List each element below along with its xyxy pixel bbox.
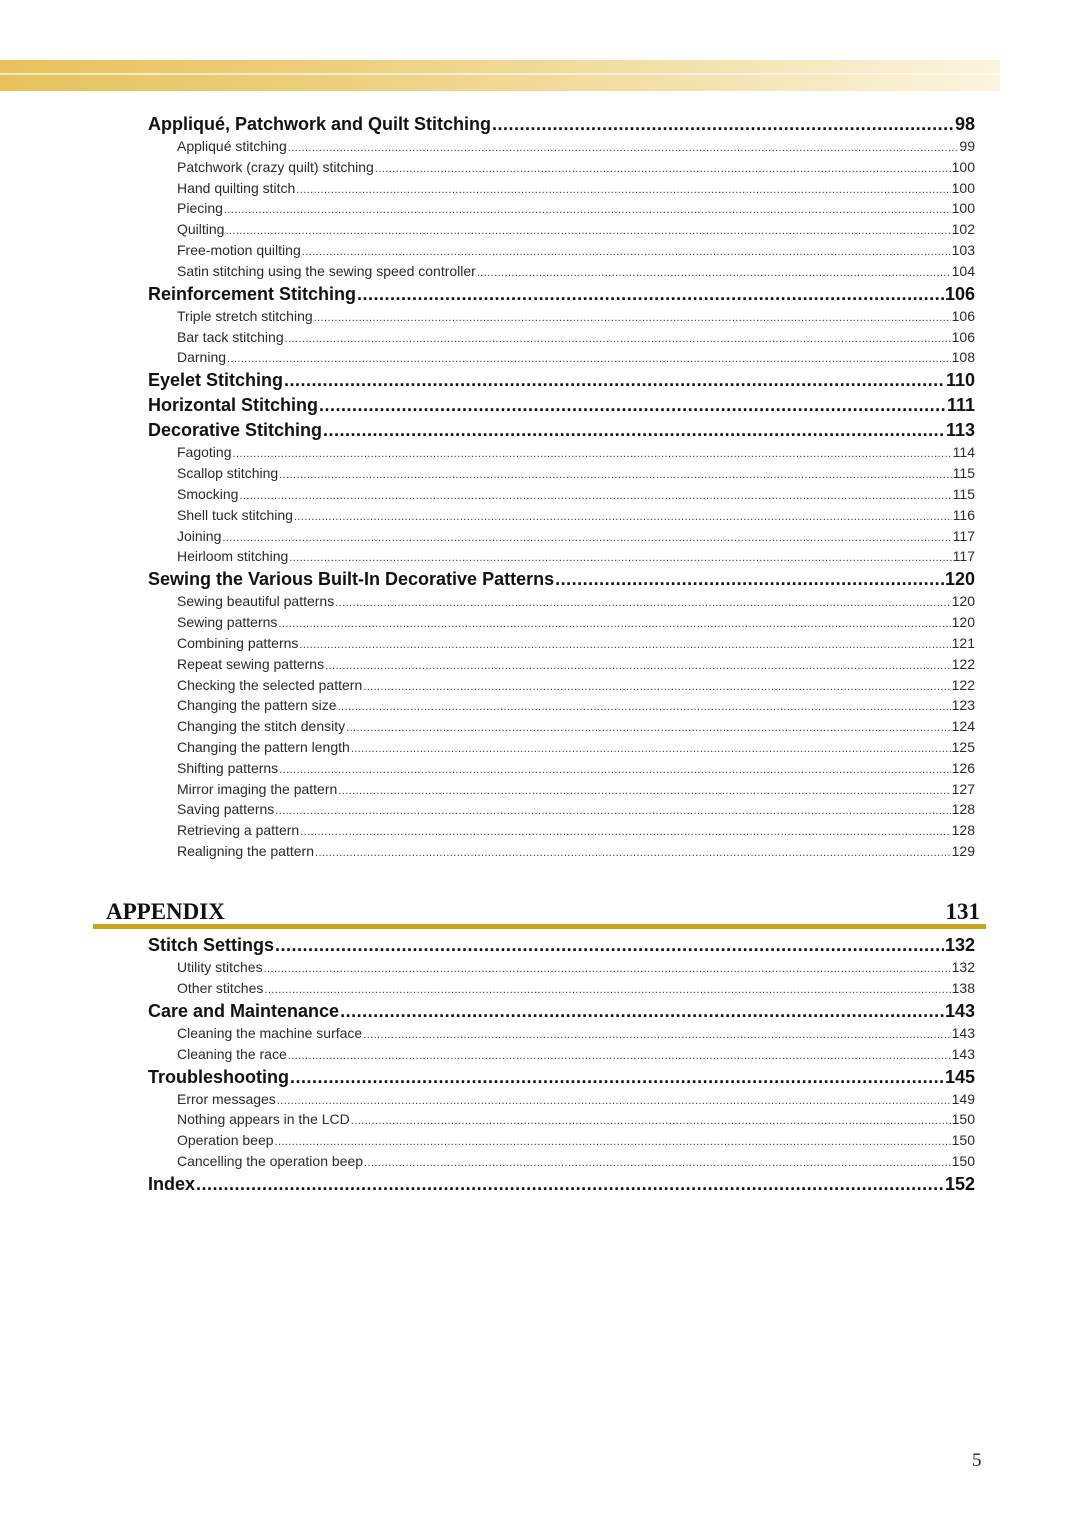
toc-leader-dots: [375, 159, 951, 175]
toc-subsection-entry[interactable]: [177, 781, 975, 797]
toc-entry-page: 122: [951, 655, 975, 672]
toc-entry-page: 100: [951, 200, 975, 217]
toc-subsection-entry[interactable]: [177, 308, 975, 324]
toc-subsection-entry[interactable]: [177, 486, 975, 502]
toc-entry-page: 123: [951, 697, 975, 714]
toc-subsection-entry[interactable]: [177, 801, 975, 817]
toc-subsection-entry[interactable]: [177, 465, 975, 481]
toc-subsection-entry[interactable]: [177, 242, 975, 258]
toc-subsection-entry[interactable]: [177, 677, 975, 693]
toc-subsection-entry[interactable]: [177, 180, 975, 196]
toc-leader-dots: [335, 593, 950, 609]
toc-entry-title: Error messages: [177, 1090, 276, 1107]
toc-subsection-entry[interactable]: [177, 548, 975, 564]
toc-leader-dots: [275, 1132, 951, 1148]
toc-entry-title: Patchwork (crazy quilt) stitching: [177, 158, 374, 175]
toc-section-entry[interactable]: [148, 370, 975, 391]
toc-leader-dots: [338, 697, 951, 713]
toc-section-entry[interactable]: [148, 420, 975, 441]
toc-leader-dots: [363, 677, 950, 693]
toc-entry-title: Care and Maintenance: [148, 1000, 340, 1021]
toc-entry-title: Cleaning the machine surface: [177, 1024, 363, 1041]
toc-leader-dots: [363, 1025, 950, 1041]
toc-subsection-entry[interactable]: [177, 329, 975, 345]
toc-entry-page: 111: [946, 395, 975, 416]
toc-subsection-entry[interactable]: [177, 1025, 975, 1041]
toc-entry-title: Fagoting: [177, 444, 232, 461]
toc-leader-dots: [477, 263, 951, 279]
toc-entry-page: 106: [944, 283, 975, 304]
toc-entry-page: 99: [959, 138, 975, 154]
toc-leader-dots: [279, 465, 952, 481]
toc-subsection-entry[interactable]: [177, 1111, 975, 1127]
toc-leader-dots: [288, 1046, 951, 1062]
toc-entry-title: Combining patterns: [177, 635, 299, 651]
toc-entry-page: 143: [944, 1000, 975, 1021]
toc-leader-dots: [275, 935, 944, 956]
toc-subsection-entry[interactable]: [177, 1046, 975, 1062]
toc-leader-dots: [278, 614, 950, 630]
toc-entry-title: Free-motion quilting: [177, 242, 301, 258]
toc-subsection-entry[interactable]: [177, 822, 975, 838]
toc-subsection-entry[interactable]: [177, 739, 975, 755]
toc-entry-title: Smocking: [177, 486, 239, 502]
toc-entry-title: Mirror imaging the pattern: [177, 780, 338, 797]
toc-entry-title: Retrieving a pattern: [177, 822, 300, 839]
toc-entry-page: 150: [951, 1132, 975, 1149]
toc-leader-dots: [296, 180, 950, 196]
toc-entry-title: Checking the selected pattern: [177, 676, 363, 693]
toc-subsection-entry[interactable]: [177, 159, 975, 175]
toc-entry-title: Index: [148, 1174, 196, 1194]
toc-entry-title: Hand quilting stitch: [177, 179, 296, 196]
toc-subsection-entry[interactable]: [177, 528, 975, 544]
toc-leader-dots: [222, 528, 951, 544]
toc-subsection-entry[interactable]: [177, 1091, 975, 1107]
toc-leader-dots: [289, 548, 951, 564]
toc-section-entry[interactable]: [148, 1067, 975, 1088]
toc-entry-title: Quilting: [177, 221, 225, 238]
toc-entry-title: Reinforcement Stitching: [148, 283, 357, 304]
toc-entry-page: 98: [954, 114, 975, 134]
header-color-band: [0, 60, 1000, 91]
toc-entry-page: 102: [951, 221, 975, 238]
toc-leader-dots: [555, 569, 944, 590]
toc-entry-page: 124: [951, 718, 975, 735]
toc-leader-dots: [364, 1153, 951, 1169]
toc-subsection-entry[interactable]: [177, 507, 975, 523]
toc-subsection-entry[interactable]: [177, 593, 975, 609]
toc-entry-title: Sewing the Various Built-In Decorative Patterns: [148, 569, 555, 590]
toc-entry-page: 143: [951, 1045, 975, 1062]
toc-entry-title: Utility stitches: [177, 959, 263, 975]
toc-leader-dots: [346, 718, 951, 734]
toc-entry-page: 152: [944, 1174, 975, 1194]
toc-entry-page: 120: [944, 569, 975, 590]
toc-section-entry[interactable]: [148, 114, 975, 135]
toc-leader-dots: [319, 395, 946, 416]
toc-entry-page: 117: [952, 527, 975, 544]
toc-entry-page: 100: [951, 179, 975, 196]
toc-entry-title: Piecing: [177, 200, 223, 217]
toc-subsection-entry[interactable]: [177, 444, 975, 460]
toc-entry-title: Realigning the pattern: [177, 843, 314, 859]
toc-leader-dots: [264, 980, 950, 996]
toc-entry-title: Other stitches: [177, 979, 264, 996]
toc-entry-page: 122: [951, 676, 975, 693]
toc-entry-page: 103: [951, 242, 975, 258]
appendix-title: APPENDIX: [106, 899, 225, 924]
toc-leader-dots: [290, 1067, 944, 1088]
appendix-page: 131: [945, 899, 980, 924]
toc-leader-dots: [340, 1001, 944, 1022]
toc-subsection-entry[interactable]: [177, 635, 975, 651]
toc-subsection-entry[interactable]: [177, 1132, 975, 1148]
toc-leader-dots: [239, 486, 951, 502]
toc-leader-dots: [225, 221, 950, 237]
toc-entry-page: 132: [951, 959, 975, 975]
toc-subsection-entry[interactable]: [177, 843, 975, 859]
toc-leader-dots: [227, 349, 951, 365]
toc-entry-title: Saving patterns: [177, 801, 275, 818]
toc-entry-page: 113: [945, 420, 975, 441]
toc-subsection-entry[interactable]: [177, 980, 975, 996]
toc-section-entry[interactable]: [148, 284, 975, 305]
toc-leader-dots: [315, 843, 951, 859]
toc-leader-dots: [323, 420, 945, 441]
toc-subsection-entry[interactable]: [177, 1153, 975, 1169]
toc-section-entry[interactable]: [148, 569, 975, 590]
toc-entry-page: 106: [951, 307, 975, 324]
toc-entry-page: 126: [951, 759, 975, 776]
toc-section-entry[interactable]: [148, 935, 975, 956]
toc-leader-dots: [300, 822, 950, 838]
toc-leader-dots: [302, 242, 951, 258]
toc-entry-page: 115: [952, 465, 975, 482]
toc-leader-dots: [314, 308, 951, 324]
toc-entry-page: 128: [951, 801, 975, 818]
toc-entry-page: 150: [951, 1153, 975, 1169]
toc-leader-dots: [196, 1174, 944, 1195]
toc-entry-page: 121: [951, 635, 975, 651]
toc-entry-title: Changing the pattern size: [177, 697, 337, 714]
toc-leader-dots: [338, 781, 950, 797]
toc-subsection-entry[interactable]: [177, 959, 975, 975]
toc-entry-page: 106: [951, 328, 975, 345]
toc-leader-dots: [285, 329, 951, 345]
toc-entry-title: Joining: [177, 527, 222, 544]
toc-entry-page: 125: [951, 739, 975, 755]
toc-entry-title: Darning: [177, 349, 227, 366]
toc-entry-title: Nothing appears in the LCD: [177, 1111, 350, 1128]
toc-entry-title: Sewing patterns: [177, 614, 278, 631]
toc-entry-page: 114: [952, 444, 975, 461]
toc-entry-title: Scallop stitching: [177, 465, 279, 482]
toc-entry-page: 138: [951, 979, 975, 996]
toc-entry-title: Cleaning the race: [177, 1045, 287, 1062]
appendix-rule: [93, 924, 986, 929]
toc-leader-dots: [299, 635, 950, 651]
toc-entry-page: 104: [951, 262, 975, 279]
toc-entry-page: 143: [951, 1024, 975, 1041]
toc-entry-title: Eyelet Stitching: [148, 370, 284, 391]
toc-entry-title: Shifting patterns: [177, 759, 279, 776]
toc-leader-dots: [351, 1111, 951, 1127]
toc-subsection-entry[interactable]: [177, 718, 975, 734]
toc-leader-dots: [284, 370, 945, 391]
header-band-stripe: [0, 73, 1000, 75]
toc-entry-title: Changing the pattern length: [177, 739, 350, 755]
toc-subsection-entry[interactable]: [177, 614, 975, 630]
page-number: 5: [972, 1450, 982, 1471]
toc-entry-page: 132: [944, 935, 975, 955]
toc-entry-title: Repeat sewing patterns: [177, 655, 325, 672]
toc-entry-title: Decorative Stitching: [148, 420, 323, 441]
toc-entry-title: Satin stitching using the sewing speed controller: [177, 262, 476, 279]
toc-entry-page: 108: [951, 349, 975, 366]
toc-entry-title: Operation beep: [177, 1132, 274, 1149]
toc-leader-dots: [288, 138, 959, 154]
appendix-heading[interactable]: [106, 893, 980, 925]
toc-entry-title: Sewing beautiful patterns: [177, 593, 335, 610]
toc-entry-title: Bar tack stitching: [177, 328, 284, 345]
toc-subsection-entry[interactable]: [177, 263, 975, 279]
toc-leader-dots: [275, 801, 950, 817]
toc-entry-page: 120: [951, 614, 975, 631]
toc-subsection-entry[interactable]: [177, 200, 975, 216]
toc-entry-title: Appliqué, Patchwork and Quilt Stitching: [148, 114, 492, 134]
toc-entry-title: Heirloom stitching: [177, 548, 289, 565]
toc-entry-title: Cancelling the operation beep: [177, 1153, 364, 1169]
toc-subsection-entry[interactable]: [177, 697, 975, 713]
toc-entry-title: Troubleshooting: [148, 1066, 289, 1087]
toc-leader-dots: [325, 656, 951, 672]
toc-entry-page: 110: [945, 370, 975, 391]
toc-leader-dots: [351, 739, 951, 755]
toc-subsection-entry[interactable]: [177, 221, 975, 237]
toc-entry-title: Changing the stitch density: [177, 718, 346, 735]
toc-entry-page: 128: [951, 822, 975, 839]
toc-entry-page: 127: [951, 780, 975, 797]
toc-section-entry[interactable]: [148, 1001, 975, 1022]
toc-section-entry[interactable]: [148, 1174, 975, 1195]
toc-entry-page: 120: [951, 593, 975, 610]
toc-entry-title: Triple stretch stitching: [177, 307, 313, 324]
toc-entry-title: Shell tuck stitching: [177, 506, 293, 523]
toc-entry-page: 115: [952, 486, 975, 502]
toc-entry-page: 149: [951, 1090, 975, 1107]
toc-entry-title: Stitch Settings: [148, 935, 275, 955]
toc-leader-dots: [277, 1091, 951, 1107]
toc-subsection-entry[interactable]: [177, 656, 975, 672]
toc-entry-page: 129: [951, 843, 975, 859]
toc-leader-dots: [264, 959, 951, 975]
toc-entry-page: 116: [952, 506, 975, 523]
toc-leader-dots: [492, 114, 954, 135]
toc-leader-dots: [232, 444, 951, 460]
toc-subsection-entry[interactable]: [177, 138, 975, 154]
toc-entry-page: 150: [951, 1111, 975, 1128]
toc-leader-dots: [224, 200, 951, 216]
toc-entry-title: Horizontal Stitching: [148, 395, 318, 416]
toc-leader-dots: [357, 284, 944, 305]
toc-leader-dots: [294, 507, 952, 523]
toc-entry-page: 100: [951, 158, 975, 175]
toc-subsection-entry[interactable]: [177, 760, 975, 776]
toc-section-entry[interactable]: [148, 395, 975, 416]
toc-entry-title: Appliqué stitching: [177, 138, 287, 154]
toc-leader-dots: [279, 760, 950, 776]
toc-subsection-entry[interactable]: [177, 349, 975, 365]
toc-entry-page: 145: [944, 1066, 975, 1087]
toc-entry-page: 117: [952, 548, 975, 565]
